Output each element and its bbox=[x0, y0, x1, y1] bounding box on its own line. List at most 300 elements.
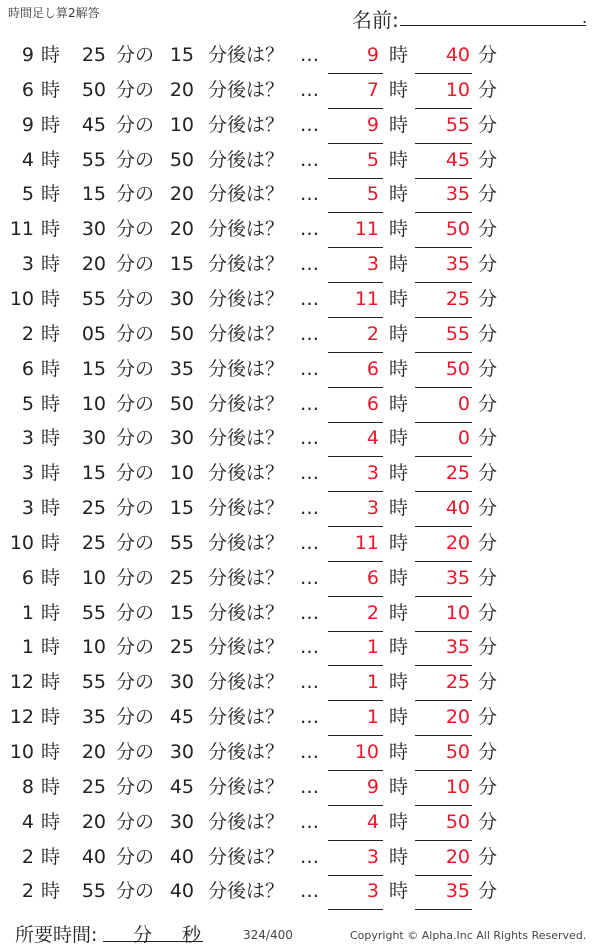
problem-row bbox=[0, 700, 600, 735]
answer-hour-underline bbox=[328, 909, 383, 910]
answer-hour: 9 bbox=[366, 775, 379, 798]
answer-minute: 50 bbox=[445, 810, 470, 833]
problem-row bbox=[0, 630, 600, 665]
added-minutes: 15 bbox=[169, 601, 194, 624]
answer-minute-label: 分 bbox=[478, 357, 498, 380]
answer-minute-label: 分 bbox=[478, 44, 498, 66]
answer-hour-label: 時 bbox=[389, 287, 409, 310]
answer-hour-label: 時 bbox=[389, 218, 409, 241]
answer-hour-label: 時 bbox=[389, 741, 409, 763]
hour-label: 時 bbox=[41, 566, 61, 589]
answer-minute-label: 分 bbox=[478, 218, 498, 241]
start-minute: 10 bbox=[81, 392, 106, 415]
start-minute: 20 bbox=[81, 741, 106, 763]
minute-of-label: 分の bbox=[116, 357, 155, 380]
answer-minute: 10 bbox=[445, 775, 470, 798]
problem-row bbox=[0, 665, 600, 700]
ellipsis: … bbox=[300, 636, 319, 659]
answer-hour-label: 時 bbox=[389, 636, 409, 659]
problem-row bbox=[0, 387, 600, 422]
ellipsis: … bbox=[300, 845, 319, 868]
minute-of-label: 分の bbox=[116, 810, 155, 833]
answer-hour: 2 bbox=[366, 322, 379, 345]
start-minute: 15 bbox=[81, 462, 106, 485]
added-minutes: 30 bbox=[169, 427, 194, 450]
problem-row bbox=[0, 596, 600, 631]
start-minute: 55 bbox=[81, 287, 106, 310]
added-minutes: 45 bbox=[169, 775, 194, 798]
answer-hour-label: 時 bbox=[389, 322, 409, 345]
hour-label: 時 bbox=[41, 78, 61, 101]
answer-minute-label: 分 bbox=[478, 636, 498, 659]
start-hour: 9 bbox=[21, 113, 34, 136]
ellipsis: … bbox=[300, 741, 319, 763]
start-minute: 10 bbox=[81, 566, 106, 589]
ellipsis: … bbox=[300, 78, 319, 101]
start-hour: 5 bbox=[21, 183, 34, 206]
problem-row bbox=[0, 421, 600, 456]
added-minutes: 25 bbox=[169, 636, 194, 659]
later-label: 分後は？ bbox=[208, 636, 285, 659]
added-minutes: 15 bbox=[169, 44, 194, 66]
start-hour: 8 bbox=[21, 775, 34, 798]
answer-hour: 6 bbox=[366, 357, 379, 380]
later-label: 分後は？ bbox=[208, 671, 285, 694]
ellipsis: … bbox=[300, 566, 319, 589]
answer-hour: 4 bbox=[366, 810, 379, 833]
start-hour: 6 bbox=[21, 566, 34, 589]
page-number: 324/400 bbox=[243, 928, 293, 942]
answer-hour-label: 時 bbox=[389, 601, 409, 624]
later-label: 分後は？ bbox=[208, 775, 285, 798]
later-label: 分後は？ bbox=[208, 357, 285, 380]
problem-row bbox=[0, 874, 600, 909]
added-minutes: 20 bbox=[169, 78, 194, 101]
start-minute: 55 bbox=[81, 671, 106, 694]
problem-row bbox=[0, 212, 600, 247]
answer-minute-label: 分 bbox=[478, 706, 498, 729]
minute-of-label: 分の bbox=[116, 322, 155, 345]
hour-label: 時 bbox=[41, 636, 61, 659]
added-minutes: 30 bbox=[169, 287, 194, 310]
answer-minute-label: 分 bbox=[478, 287, 498, 310]
added-minutes: 10 bbox=[169, 113, 194, 136]
later-label: 分後は？ bbox=[208, 148, 285, 171]
added-minutes: 50 bbox=[169, 392, 194, 415]
later-label: 分後は？ bbox=[208, 566, 285, 589]
ellipsis: … bbox=[300, 218, 319, 241]
answer-hour-label: 時 bbox=[389, 566, 409, 589]
hour-label: 時 bbox=[41, 880, 61, 903]
ellipsis: … bbox=[300, 322, 319, 345]
answer-hour: 11 bbox=[354, 218, 379, 241]
answer-hour: 4 bbox=[366, 427, 379, 450]
hour-label: 時 bbox=[41, 113, 61, 136]
hour-label: 時 bbox=[41, 671, 61, 694]
minute-of-label: 分の bbox=[116, 287, 155, 310]
minute-of-label: 分の bbox=[116, 427, 155, 450]
answer-minute-label: 分 bbox=[478, 462, 498, 485]
added-minutes: 30 bbox=[169, 810, 194, 833]
ellipsis: … bbox=[300, 601, 319, 624]
minute-of-label: 分の bbox=[116, 601, 155, 624]
start-hour: 6 bbox=[21, 357, 34, 380]
answer-hour: 9 bbox=[366, 113, 379, 136]
answer-hour: 3 bbox=[366, 497, 379, 520]
problem-row bbox=[0, 352, 600, 387]
answer-minute-label: 分 bbox=[478, 253, 498, 276]
hour-label: 時 bbox=[41, 392, 61, 415]
added-minutes: 40 bbox=[169, 880, 194, 903]
answer-minute-label: 分 bbox=[478, 566, 498, 589]
start-hour: 2 bbox=[21, 322, 34, 345]
added-minutes: 25 bbox=[169, 566, 194, 589]
hour-label: 時 bbox=[41, 44, 61, 66]
problem-row bbox=[0, 108, 600, 143]
answer-minute-label: 分 bbox=[478, 392, 498, 415]
later-label: 分後は？ bbox=[208, 322, 285, 345]
ellipsis: … bbox=[300, 671, 319, 694]
later-label: 分後は？ bbox=[208, 462, 285, 485]
ellipsis: … bbox=[300, 497, 319, 520]
answer-hour: 3 bbox=[366, 253, 379, 276]
answer-hour-label: 時 bbox=[389, 148, 409, 171]
hour-label: 時 bbox=[41, 741, 61, 763]
added-minutes: 50 bbox=[169, 322, 194, 345]
later-label: 分後は？ bbox=[208, 601, 285, 624]
ellipsis: … bbox=[300, 775, 319, 798]
start-hour: 3 bbox=[21, 253, 34, 276]
later-label: 分後は？ bbox=[208, 287, 285, 310]
answer-hour-label: 時 bbox=[389, 706, 409, 729]
answer-minute-label: 分 bbox=[478, 183, 498, 206]
hour-label: 時 bbox=[41, 531, 61, 554]
answer-hour: 6 bbox=[366, 392, 379, 415]
added-minutes: 20 bbox=[169, 218, 194, 241]
start-minute: 15 bbox=[81, 183, 106, 206]
answer-hour: 10 bbox=[354, 741, 379, 763]
added-minutes: 15 bbox=[169, 253, 194, 276]
later-label: 分後は？ bbox=[208, 218, 285, 241]
answer-minute-label: 分 bbox=[478, 741, 498, 763]
answer-minute: 40 bbox=[445, 44, 470, 66]
answer-minute: 35 bbox=[445, 253, 470, 276]
ellipsis: … bbox=[300, 44, 319, 66]
start-minute: 35 bbox=[81, 706, 106, 729]
answer-hour-label: 時 bbox=[389, 253, 409, 276]
hour-label: 時 bbox=[41, 287, 61, 310]
start-minute: 55 bbox=[81, 148, 106, 171]
minute-of-label: 分の bbox=[116, 845, 155, 868]
answer-hour: 11 bbox=[354, 531, 379, 554]
answer-minute: 45 bbox=[445, 148, 470, 171]
problem-row bbox=[0, 73, 600, 108]
hour-label: 時 bbox=[41, 462, 61, 485]
minute-of-label: 分の bbox=[116, 183, 155, 206]
problem-row bbox=[0, 143, 600, 178]
minute-of-label: 分の bbox=[116, 78, 155, 101]
minute-of-label: 分の bbox=[116, 880, 155, 903]
answer-hour: 5 bbox=[366, 183, 379, 206]
name-label: 名前: bbox=[352, 8, 399, 32]
minute-of-label: 分の bbox=[116, 253, 155, 276]
start-hour: 10 bbox=[9, 741, 34, 763]
start-minute: 55 bbox=[81, 601, 106, 624]
minute-of-label: 分の bbox=[116, 218, 155, 241]
problem-row bbox=[0, 38, 600, 73]
answer-hour-label: 時 bbox=[389, 810, 409, 833]
ellipsis: … bbox=[300, 531, 319, 554]
added-minutes: 35 bbox=[169, 357, 194, 380]
ellipsis: … bbox=[300, 462, 319, 485]
start-minute: 45 bbox=[81, 113, 106, 136]
start-minute: 40 bbox=[81, 845, 106, 868]
problem-row bbox=[0, 770, 600, 805]
added-minutes: 30 bbox=[169, 671, 194, 694]
minute-of-label: 分の bbox=[116, 531, 155, 554]
minute-of-label: 分の bbox=[116, 636, 155, 659]
answer-hour: 7 bbox=[366, 78, 379, 101]
answer-hour-label: 時 bbox=[389, 183, 409, 206]
start-hour: 6 bbox=[21, 78, 34, 101]
answer-minute: 50 bbox=[445, 357, 470, 380]
name-trailing-dot: . bbox=[582, 8, 588, 27]
start-hour: 5 bbox=[21, 392, 34, 415]
ellipsis: … bbox=[300, 427, 319, 450]
start-hour: 11 bbox=[9, 218, 34, 241]
start-hour: 2 bbox=[21, 845, 34, 868]
ellipsis: … bbox=[300, 287, 319, 310]
answer-minute-label: 分 bbox=[478, 671, 498, 694]
answer-minute-label: 分 bbox=[478, 427, 498, 450]
answer-hour-label: 時 bbox=[389, 113, 409, 136]
problem-row bbox=[0, 840, 600, 875]
hour-label: 時 bbox=[41, 845, 61, 868]
start-minute: 25 bbox=[81, 531, 106, 554]
answer-hour-label: 時 bbox=[389, 497, 409, 520]
later-label: 分後は？ bbox=[208, 113, 285, 136]
added-minutes: 40 bbox=[169, 845, 194, 868]
problem-row bbox=[0, 282, 600, 317]
start-hour: 4 bbox=[21, 810, 34, 833]
hour-label: 時 bbox=[41, 601, 61, 624]
problem-row bbox=[0, 491, 600, 526]
start-minute: 25 bbox=[81, 44, 106, 66]
start-hour: 9 bbox=[21, 44, 34, 66]
answer-minute: 20 bbox=[445, 531, 470, 554]
answer-hour-label: 時 bbox=[389, 462, 409, 485]
start-hour: 3 bbox=[21, 427, 34, 450]
answer-minute: 0 bbox=[457, 427, 470, 450]
answer-hour-label: 時 bbox=[389, 531, 409, 554]
answer-hour: 6 bbox=[366, 566, 379, 589]
answer-minute: 25 bbox=[445, 462, 470, 485]
later-label: 分後は？ bbox=[208, 497, 285, 520]
hour-label: 時 bbox=[41, 427, 61, 450]
time-required-label: 所要時間: bbox=[15, 924, 98, 946]
answer-hour-label: 時 bbox=[389, 775, 409, 798]
minute-of-label: 分の bbox=[116, 44, 155, 66]
start-hour: 10 bbox=[9, 531, 34, 554]
answer-minute: 35 bbox=[445, 880, 470, 903]
start-minute: 15 bbox=[81, 357, 106, 380]
added-minutes: 50 bbox=[169, 148, 194, 171]
answer-minute: 10 bbox=[445, 601, 470, 624]
problem-row bbox=[0, 526, 600, 561]
added-minutes: 55 bbox=[169, 531, 194, 554]
hour-label: 時 bbox=[41, 706, 61, 729]
answer-hour: 9 bbox=[366, 44, 379, 66]
answer-minute-label: 分 bbox=[478, 880, 498, 903]
seconds-label: 秒 bbox=[182, 924, 202, 946]
answer-minute: 35 bbox=[445, 566, 470, 589]
answer-minute: 35 bbox=[445, 183, 470, 206]
answer-minute-underline bbox=[415, 909, 472, 910]
hour-label: 時 bbox=[41, 322, 61, 345]
answer-minute: 25 bbox=[445, 671, 470, 694]
ellipsis: … bbox=[300, 113, 319, 136]
start-hour: 10 bbox=[9, 287, 34, 310]
later-label: 分後は？ bbox=[208, 392, 285, 415]
hour-label: 時 bbox=[41, 148, 61, 171]
answer-minute: 50 bbox=[445, 741, 470, 763]
answer-hour: 5 bbox=[366, 148, 379, 171]
answer-hour: 3 bbox=[366, 880, 379, 903]
start-minute: 50 bbox=[81, 78, 106, 101]
answer-hour: 2 bbox=[366, 601, 379, 624]
answer-minute-label: 分 bbox=[478, 78, 498, 101]
answer-hour-label: 時 bbox=[389, 392, 409, 415]
problem-row bbox=[0, 177, 600, 212]
answer-hour: 3 bbox=[366, 462, 379, 485]
answer-hour: 1 bbox=[366, 671, 379, 694]
answer-minute: 0 bbox=[457, 392, 470, 415]
start-minute: 30 bbox=[81, 218, 106, 241]
problem-row bbox=[0, 561, 600, 596]
minute-of-label: 分の bbox=[116, 741, 155, 763]
minute-of-label: 分の bbox=[116, 706, 155, 729]
hour-label: 時 bbox=[41, 218, 61, 241]
answer-minute: 20 bbox=[445, 706, 470, 729]
added-minutes: 20 bbox=[169, 183, 194, 206]
later-label: 分後は？ bbox=[208, 845, 285, 868]
problem-row bbox=[0, 805, 600, 840]
answer-minute: 25 bbox=[445, 287, 470, 310]
answer-minute: 40 bbox=[445, 497, 470, 520]
answer-minute: 55 bbox=[445, 113, 470, 136]
worksheet-title: 時間足し算2解答 bbox=[8, 6, 100, 20]
start-hour: 4 bbox=[21, 148, 34, 171]
start-hour: 2 bbox=[21, 880, 34, 903]
start-minute: 30 bbox=[81, 427, 106, 450]
minute-of-label: 分の bbox=[116, 462, 155, 485]
later-label: 分後は？ bbox=[208, 880, 285, 903]
answer-hour: 1 bbox=[366, 706, 379, 729]
answer-hour-label: 時 bbox=[389, 671, 409, 694]
added-minutes: 15 bbox=[169, 497, 194, 520]
minute-of-label: 分の bbox=[116, 671, 155, 694]
start-minute: 20 bbox=[81, 253, 106, 276]
hour-label: 時 bbox=[41, 357, 61, 380]
name-line bbox=[400, 25, 586, 26]
answer-minute-label: 分 bbox=[478, 775, 498, 798]
start-minute: 20 bbox=[81, 810, 106, 833]
start-minute: 55 bbox=[81, 880, 106, 903]
minute-of-label: 分の bbox=[116, 113, 155, 136]
answer-minute-label: 分 bbox=[478, 845, 498, 868]
start-hour: 12 bbox=[9, 671, 34, 694]
later-label: 分後は？ bbox=[208, 810, 285, 833]
answer-minute-label: 分 bbox=[478, 113, 498, 136]
start-minute: 10 bbox=[81, 636, 106, 659]
hour-label: 時 bbox=[41, 810, 61, 833]
start-minute: 25 bbox=[81, 497, 106, 520]
answer-minute-label: 分 bbox=[478, 322, 498, 345]
problem-row bbox=[0, 735, 600, 770]
answer-hour-label: 時 bbox=[389, 845, 409, 868]
minute-of-label: 分の bbox=[116, 148, 155, 171]
answer-minute-label: 分 bbox=[478, 531, 498, 554]
later-label: 分後は？ bbox=[208, 44, 285, 66]
problem-row bbox=[0, 317, 600, 352]
answer-hour-label: 時 bbox=[389, 427, 409, 450]
later-label: 分後は？ bbox=[208, 531, 285, 554]
minute-of-label: 分の bbox=[116, 566, 155, 589]
copyright: Copyright © Alpha.Inc All Rights Reserved. bbox=[350, 929, 587, 942]
later-label: 分後は？ bbox=[208, 427, 285, 450]
answer-minute: 10 bbox=[445, 78, 470, 101]
ellipsis: … bbox=[300, 392, 319, 415]
minute-of-label: 分の bbox=[116, 497, 155, 520]
ellipsis: … bbox=[300, 183, 319, 206]
ellipsis: … bbox=[300, 706, 319, 729]
answer-minute: 20 bbox=[445, 845, 470, 868]
answer-minute-label: 分 bbox=[478, 148, 498, 171]
problem-row bbox=[0, 247, 600, 282]
ellipsis: … bbox=[300, 357, 319, 380]
start-hour: 1 bbox=[21, 636, 34, 659]
answer-hour: 1 bbox=[366, 636, 379, 659]
answer-hour: 3 bbox=[366, 845, 379, 868]
answer-hour: 11 bbox=[354, 287, 379, 310]
answer-minute-label: 分 bbox=[478, 497, 498, 520]
answer-hour-label: 時 bbox=[389, 44, 409, 66]
answer-hour-label: 時 bbox=[389, 78, 409, 101]
later-label: 分後は？ bbox=[208, 253, 285, 276]
added-minutes: 30 bbox=[169, 741, 194, 763]
added-minutes: 10 bbox=[169, 462, 194, 485]
later-label: 分後は？ bbox=[208, 706, 285, 729]
start-hour: 3 bbox=[21, 462, 34, 485]
minute-of-label: 分の bbox=[116, 392, 155, 415]
hour-label: 時 bbox=[41, 775, 61, 798]
answer-hour-label: 時 bbox=[389, 357, 409, 380]
later-label: 分後は？ bbox=[208, 183, 285, 206]
added-minutes: 45 bbox=[169, 706, 194, 729]
hour-label: 時 bbox=[41, 183, 61, 206]
hour-label: 時 bbox=[41, 497, 61, 520]
ellipsis: … bbox=[300, 880, 319, 903]
start-hour: 12 bbox=[9, 706, 34, 729]
later-label: 分後は？ bbox=[208, 741, 285, 763]
problem-row bbox=[0, 456, 600, 491]
answer-minute-label: 分 bbox=[478, 810, 498, 833]
answer-minute: 35 bbox=[445, 636, 470, 659]
start-minute: 05 bbox=[81, 322, 106, 345]
later-label: 分後は？ bbox=[208, 78, 285, 101]
start-hour: 3 bbox=[21, 497, 34, 520]
answer-minute-label: 分 bbox=[478, 601, 498, 624]
